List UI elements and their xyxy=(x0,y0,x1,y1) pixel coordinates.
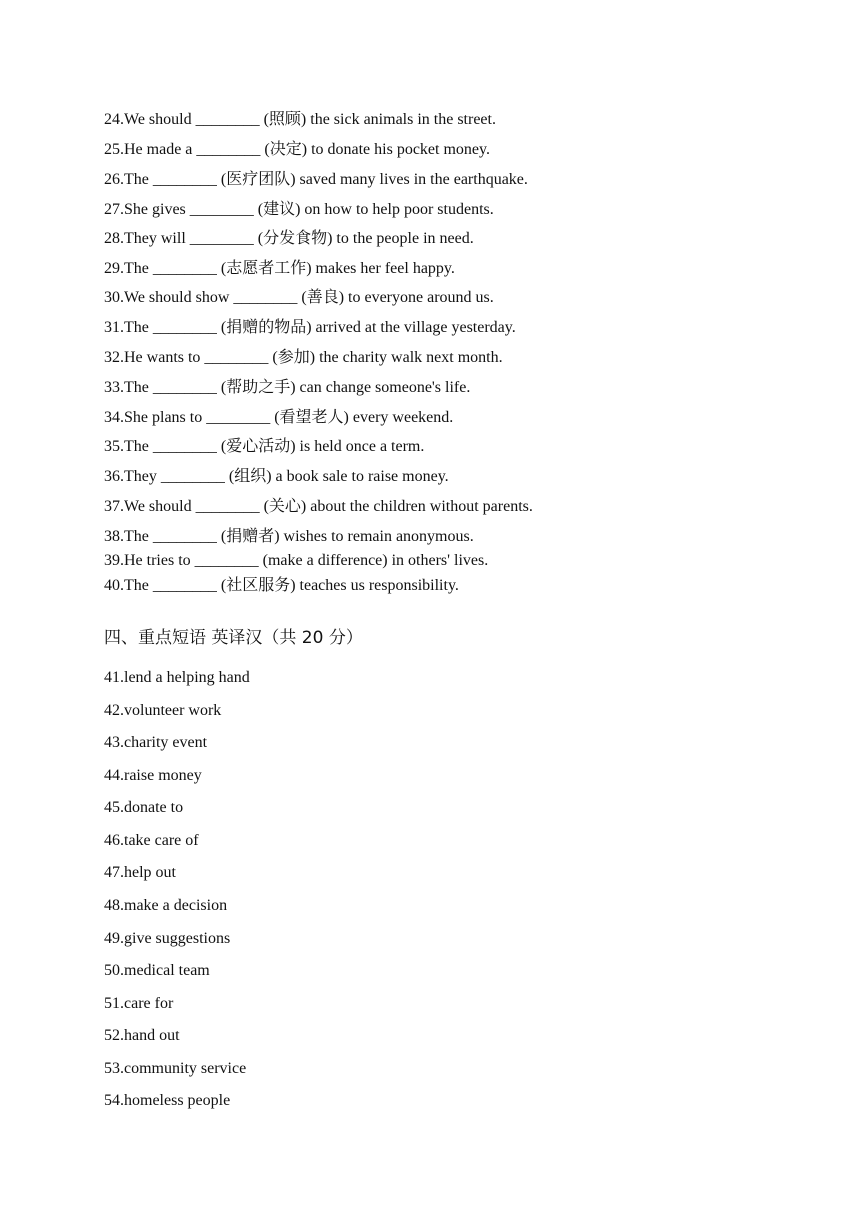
question-31: 31.The ________ (捐赠的物品) arrived at the village yesterday. xyxy=(104,319,516,336)
question-27: 27.She gives ________ (建议) on how to help poor students. xyxy=(104,201,494,218)
question-35: 35.The ________ (爱心活动) is held once a term. xyxy=(104,438,425,455)
question-36: 36.They ________ (组织) a book sale to raise money. xyxy=(104,468,449,485)
question-28: 28.They will ________ (分发食物) to the people in need. xyxy=(104,230,474,247)
question-40: 40.The ________ (社区服务) teaches us responsibility. xyxy=(104,577,459,594)
section-four-heading: 四、重点短语 英译汉（共 20 分） xyxy=(104,628,363,648)
phrase-51: 51.care for xyxy=(104,995,174,1012)
phrase-53: 53.community service xyxy=(104,1060,247,1077)
phrase-54: 54.homeless people xyxy=(104,1092,231,1109)
question-34: 34.She plans to ________ (看望老人) every weekend. xyxy=(104,409,454,426)
question-37: 37.We should ________ (关心) about the children without parents. xyxy=(104,498,533,515)
phrase-49: 49.give suggestions xyxy=(104,930,231,947)
phrase-41: 41.lend a helping hand xyxy=(104,669,250,686)
question-38: 38.The ________ (捐赠者) wishes to remain anonymous. xyxy=(104,528,474,545)
question-30: 30.We should show ________ (善良) to everyone around us. xyxy=(104,289,494,306)
question-25: 25.He made a ________ (决定) to donate his pocket money. xyxy=(104,141,490,158)
question-24: 24.We should ________ (照顾) the sick animals in the street. xyxy=(104,111,496,128)
phrase-46: 46.take care of xyxy=(104,832,199,849)
question-29: 29.The ________ (志愿者工作) makes her feel happy. xyxy=(104,260,455,277)
phrase-44: 44.raise money xyxy=(104,767,202,784)
phrase-47: 47.help out xyxy=(104,864,176,881)
phrase-43: 43.charity event xyxy=(104,734,208,751)
question-39: 39.He tries to ________ (make a difference) in others' lives. xyxy=(104,552,489,569)
question-26: 26.The ________ (医疗团队) saved many lives in the earthquake. xyxy=(104,171,528,188)
question-33: 33.The ________ (帮助之手) can change someone's life. xyxy=(104,379,471,396)
phrase-42: 42.volunteer work xyxy=(104,702,222,719)
phrase-52: 52.hand out xyxy=(104,1027,180,1044)
phrase-48: 48.make a decision xyxy=(104,897,228,914)
question-32: 32.He wants to ________ (参加) the charity walk next month. xyxy=(104,349,503,366)
phrase-50: 50.medical team xyxy=(104,962,210,979)
phrase-45: 45.donate to xyxy=(104,799,184,816)
